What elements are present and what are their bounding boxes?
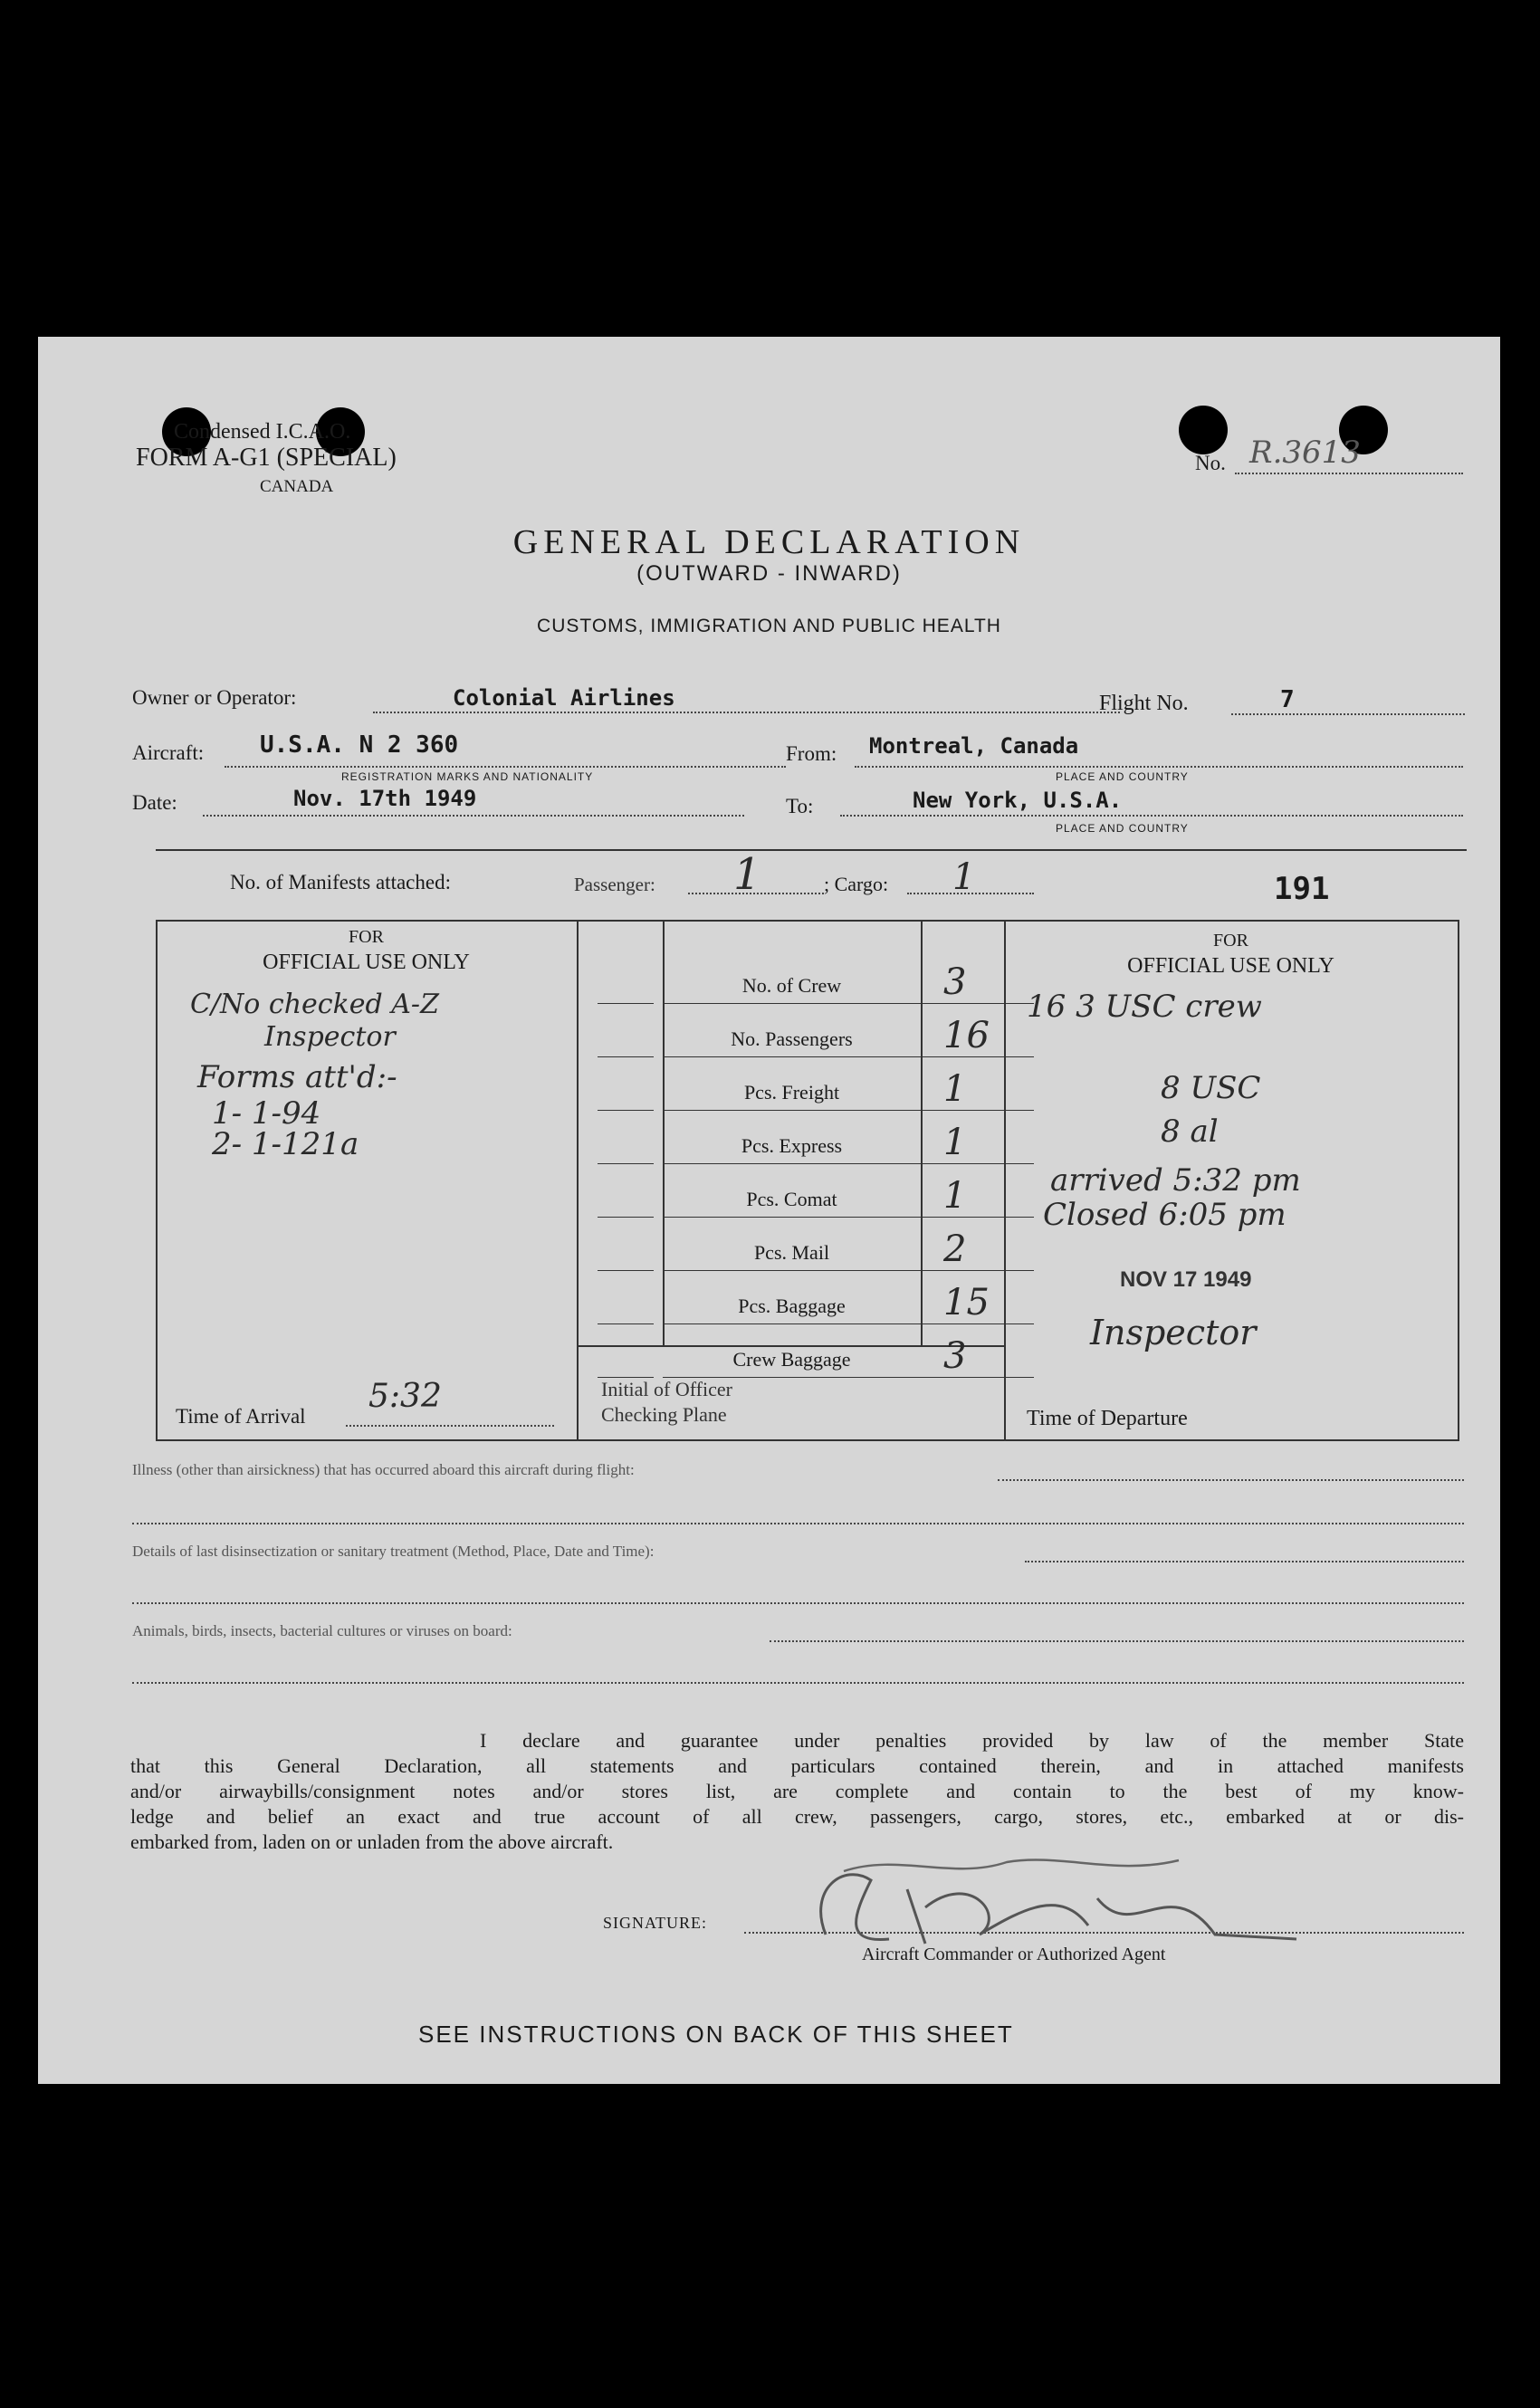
right-note: Closed 6:05 pm <box>1043 1197 1287 1233</box>
declaration-line: and/or airwaybills/consignment notes and/or stores list, are complete and contain to the best of my know- <box>130 1780 1464 1802</box>
row-label: Pcs. Comat <box>746 1188 837 1210</box>
right-official-label: OFFICIAL USE ONLY <box>1127 954 1334 978</box>
punch-hole <box>1179 406 1228 454</box>
from-label: From: <box>786 742 837 765</box>
right-note: arrived 5:32 pm <box>1050 1162 1301 1199</box>
left-note: Forms att'd:- <box>197 1059 397 1095</box>
passenger-manifest-label: Passenger: <box>574 874 655 895</box>
to-sub: PLACE AND COUNTRY <box>1056 822 1189 835</box>
left-note: Inspector <box>264 1021 396 1053</box>
left-for-label: FOR <box>349 927 384 947</box>
row-value: 1 <box>943 1175 967 1217</box>
date-label: Date: <box>132 791 177 814</box>
flight-label: Flight No. <box>1099 692 1189 715</box>
date-stamp: NOV 17 1949 <box>1120 1267 1252 1292</box>
left-official-label: OFFICIAL USE ONLY <box>263 951 470 974</box>
time-arrival-value: 5:32 <box>368 1378 442 1415</box>
instructions-footer: SEE INSTRUCTIONS ON BACK OF THIS SHEET <box>418 2021 1014 2048</box>
condensed-line: Condensed I.C.A.O. <box>174 420 351 444</box>
flight-value: 7 <box>1280 686 1295 713</box>
inspector-signature: Inspector <box>1090 1313 1257 1352</box>
declaration-line: that this General Declaration, all statements and particulars contained therein, and in attached manifests <box>130 1754 1464 1777</box>
passenger-manifest-value: 1 <box>733 849 761 900</box>
signature-label: SIGNATURE: <box>603 1914 708 1932</box>
initial-officer-label: Initial of Officer <box>601 1378 732 1400</box>
to-label: To: <box>786 795 814 817</box>
declaration-line: embarked from, laden on or unladen from the above aircraft. <box>130 1830 614 1853</box>
right-note: 8 al <box>1161 1113 1219 1150</box>
row-value: 2 <box>943 1228 967 1270</box>
time-departure-label: Time of Departure <box>1027 1407 1188 1430</box>
row-label: Pcs. Baggage <box>738 1295 846 1317</box>
declaration-line: I declare and guarantee under penalties provided by law of the member State <box>480 1729 1464 1752</box>
number-value: R.3613 <box>1249 435 1361 471</box>
date-value: Nov. 17th 1949 <box>293 786 477 811</box>
row-label: No. of Crew <box>741 974 842 997</box>
number-label: No. <box>1195 452 1226 474</box>
owner-value: Colonial Airlines <box>453 685 675 711</box>
row-label: Pcs. Freight <box>743 1081 840 1104</box>
right-for-label: FOR <box>1213 931 1248 951</box>
left-note: 2- 1-121a <box>212 1126 359 1162</box>
row-label: No. Passengers <box>731 1027 853 1050</box>
stamp-number: 191 <box>1274 871 1330 907</box>
row-value: 15 <box>943 1282 990 1323</box>
row-label: Crew Baggage <box>732 1348 851 1371</box>
form-title: GENERAL DECLARATION <box>512 523 1026 561</box>
illness-question: Illness (other than airsickness) that has occurred aboard this aircraft during flight: <box>132 1461 635 1478</box>
signer-role: Aircraft Commander or Authorized Agent <box>862 1945 1166 1964</box>
form-subtitle: CUSTOMS, IMMIGRATION AND PUBLIC HEALTH <box>537 616 1001 636</box>
checking-plane-label: Checking Plane <box>601 1403 727 1426</box>
form-name: FORM A-G1 (SPECIAL) <box>136 444 397 472</box>
row-label: Pcs. Express <box>741 1134 843 1157</box>
row-value: 16 <box>943 1015 990 1056</box>
aircraft-label: Aircraft: <box>132 741 205 764</box>
row-value: 3 <box>943 961 967 1003</box>
right-note: 16 3 USC crew <box>1027 989 1262 1025</box>
aircraft-value: U.S.A. N 2 360 <box>260 731 459 759</box>
animals-question: Animals, birds, insects, bacterial cultures or viruses on board: <box>132 1622 512 1639</box>
declaration-form <box>38 337 1500 2084</box>
form-country: CANADA <box>260 477 334 496</box>
aircraft-sub: REGISTRATION MARKS AND NATIONALITY <box>341 770 594 783</box>
left-note: C/No checked A-Z <box>190 989 439 1020</box>
from-value: Montreal, Canada <box>869 733 1079 759</box>
cargo-manifest-label: ; Cargo: <box>824 873 889 895</box>
row-value: 1 <box>943 1068 967 1110</box>
cargo-manifest-value: 1 <box>952 856 976 898</box>
declaration-line: ledge and belief an exact and true account of all crew, passengers, cargo, stores, etc., embarked at or dis- <box>130 1805 1464 1828</box>
right-note: 8 USC <box>1161 1070 1261 1106</box>
row-label: Pcs. Mail <box>753 1241 830 1264</box>
owner-label: Owner or Operator: <box>132 686 297 709</box>
left-note: 1- 1-94 <box>212 1095 321 1132</box>
row-value: 3 <box>943 1335 967 1377</box>
manifests-label: No. of Manifests attached: <box>230 871 451 893</box>
from-sub: PLACE AND COUNTRY <box>1056 770 1189 783</box>
disinsect-question: Details of last disinsectization or sanitary treatment (Method, Place, Date and Time): <box>132 1543 655 1560</box>
to-value: New York, U.S.A. <box>913 788 1123 813</box>
time-arrival-label: Time of Arrival <box>176 1405 306 1428</box>
form-direction: (OUTWARD - INWARD) <box>636 561 902 586</box>
row-value: 1 <box>943 1122 967 1163</box>
